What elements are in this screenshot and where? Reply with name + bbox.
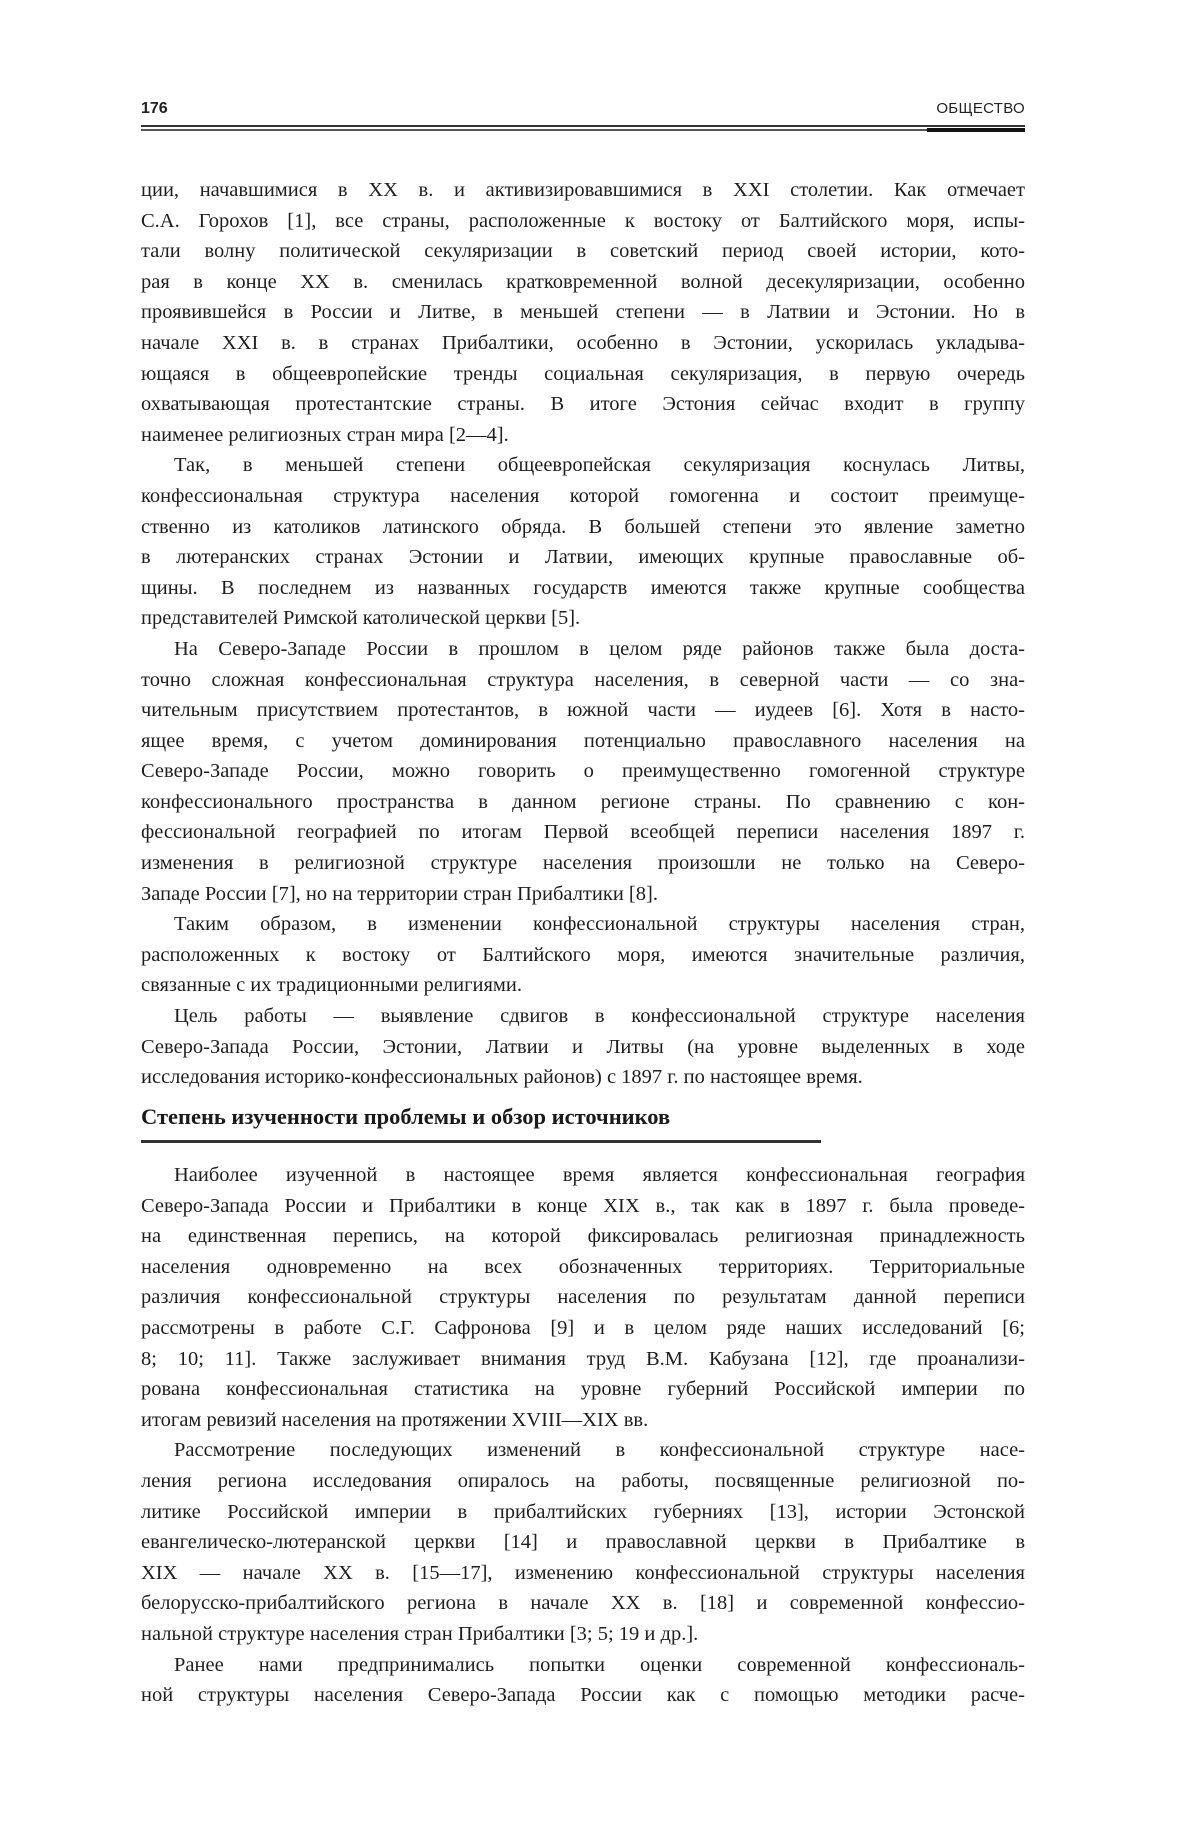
- text-line: Рассмотрение последующих изменений в конфессиональной структуре насе-: [174, 1439, 1025, 1462]
- text-line: щины. В последнем из названных государств имеются также крупные сообщества: [141, 576, 1025, 599]
- text-line: Западе России [7], но на территории стран Прибалтики [8].: [141, 882, 658, 905]
- text-line: рассмотрены в работе С.Г. Сафронова [9] и в целом ряде наших исследований [6;: [141, 1316, 1025, 1339]
- text-line: Цель работы — выявление сдвигов в конфессиональной структуре населения: [174, 1005, 1025, 1028]
- text-line: На Северо-Западе России в прошлом в целом ряде районов также была доста-: [174, 637, 1025, 660]
- text-line: на единственная перепись, на которой фиксировалась религиозная принадлежность: [141, 1225, 1025, 1248]
- text-line: точно сложная конфессиональная структура населения, в северной части — со зна-: [141, 668, 1025, 691]
- paragraph: [141, 909, 1025, 1001]
- text-line: проявившейся в России и Литве, в меньшей степени — в Латвии и Эстонии. Но в: [141, 301, 1025, 324]
- header-rule-accent: [927, 128, 1025, 132]
- text-line: рая в конце XX в. сменилась кратковременной волной десекуляризации, особенно: [141, 270, 1025, 293]
- text-line: ющаяся в общеевропейские тренды социальная секуляризация, в первую очередь: [141, 362, 1025, 385]
- text-line: Наиболее изученной в настоящее время является конфессиональная география: [174, 1164, 1025, 1186]
- text-line: XIX — начале XX в. [15—17], изменению конфессиональной структуры населения: [141, 1561, 1025, 1584]
- header-rule-double: [141, 129, 1025, 131]
- text-line: литике Российской империи в прибалтийских губерниях [13], истории Эстонской: [141, 1500, 1025, 1523]
- text-line: ления региона исследования опиралось на работы, посвященные религиозной по-: [141, 1469, 1025, 1492]
- text-line: в лютеранских странах Эстонии и Латвии, имеющих крупные православные об-: [141, 546, 1025, 569]
- text-line: связанные с их традиционными религиями.: [141, 974, 523, 997]
- text-line: тали волну политической секуляризации в советский период своей истории, кото-: [141, 240, 1025, 263]
- text-line: Таким образом, в изменении конфессиональной структуры населения стран,: [174, 913, 1025, 936]
- running-head-section-name: ОБЩЕСТВО: [936, 100, 1025, 117]
- body-text-part1: [141, 175, 1025, 1093]
- paragraph: [141, 1650, 1025, 1711]
- text-line: Так, в меньшей степени общеевропейская секуляризация коснулась Литвы,: [174, 454, 1025, 477]
- section-heading-rule: [141, 1140, 821, 1143]
- header-rule: [141, 125, 1025, 127]
- page-number: 176: [141, 100, 168, 117]
- text-line: представителей Римской католической церкви [5].: [141, 607, 581, 630]
- text-line: ной структуры населения Северо-Запада России как с помощью методики расче-: [141, 1684, 1025, 1707]
- text-line: расположенных к востоку от Балтийского моря, имеются значительные различия,: [141, 943, 1025, 966]
- text-line: ции, начавшимися в XX в. и активизировавшимися в XXI столетии. Как отмечает: [141, 179, 1025, 201]
- section-heading: Степень изученности проблемы и обзор источников: [141, 1104, 671, 1129]
- text-line: Северо-Западе России, можно говорить о преимущественно гомогенной структуре: [141, 760, 1025, 783]
- text-line: наименее религиозных стран мира [2—4].: [141, 423, 509, 446]
- text-line: Ранее нами предпринимались попытки оценки современной конфессиональ-: [174, 1653, 1025, 1676]
- text-line: различия конфессиональной структуры населения по результатам данной переписи: [141, 1286, 1025, 1309]
- text-line: Северо-Запада России и Прибалтики в конце XIX в., так как в 1897 г. была проведе-: [141, 1194, 1025, 1217]
- paragraph: [141, 175, 1025, 450]
- text-line: рована конфессиональная статистика на уровне губерний Российской империи по: [141, 1378, 1025, 1401]
- paragraph: [141, 1160, 1025, 1435]
- paragraph: [141, 1001, 1025, 1093]
- text-line: Северо-Запада России, Эстонии, Латвии и Литвы (на уровне выделенных в ходе: [141, 1035, 1025, 1058]
- paragraph: [141, 634, 1025, 909]
- text-line: евангелическо-лютеранской церкви [14] и православной церкви в Прибалтике в: [141, 1531, 1025, 1554]
- text-line: исследования историко-конфессиональных районов) с 1897 г. по настоящее время.: [141, 1066, 863, 1089]
- text-line: изменения в религиозной структуре населения произошли не только на Северо-: [141, 852, 1025, 875]
- text-line: ственно из католиков латинского обряда. В большей степени это явление заметно: [141, 515, 1025, 538]
- running-head: [141, 100, 1025, 130]
- body-text-part2: [141, 1160, 1025, 1711]
- text-line: белорусско-прибалтийского региона в начале XX в. [18] и современной конфессио-: [141, 1592, 1025, 1615]
- text-line: охватывающая протестантские страны. В итоге Эстония сейчас входит в группу: [141, 393, 1025, 416]
- text-line: начале XXI в. в странах Прибалтики, особенно в Эстонии, ускорилась укладыва-: [141, 331, 1025, 354]
- text-line: ящее время, с учетом доминирования потенциально православного населения на: [141, 729, 1025, 752]
- text-line: 8; 10; 11]. Также заслуживает внимания труд В.М. Кабузана [12], где проанализи-: [141, 1347, 1025, 1370]
- paragraph: [141, 1435, 1025, 1649]
- text-line: конфессионального пространства в данном регионе страны. По сравнению с кон-: [141, 790, 1025, 813]
- text-line: итогам ревизий населения на протяжении XVIII—XIX вв.: [141, 1408, 649, 1431]
- text-line: нальной структуре населения стран Прибалтики [3; 5; 19 и др.].: [141, 1622, 699, 1645]
- text-line: конфессиональная структура населения которой гомогенна и состоит преимуще-: [141, 484, 1025, 507]
- paragraph: [141, 450, 1025, 634]
- text-line: чительным присутствием протестантов, в южной части — иудеев [6]. Хотя в насто-: [141, 699, 1025, 722]
- text-line: фессиональной географией по итогам Первой всеобщей переписи населения 1897 г.: [141, 821, 1025, 844]
- text-line: населения одновременно на всех обозначенных территориях. Территориальные: [141, 1255, 1025, 1278]
- text-line: С.А. Горохов [1], все страны, расположенные к востоку от Балтийского моря, испы-: [141, 209, 1025, 232]
